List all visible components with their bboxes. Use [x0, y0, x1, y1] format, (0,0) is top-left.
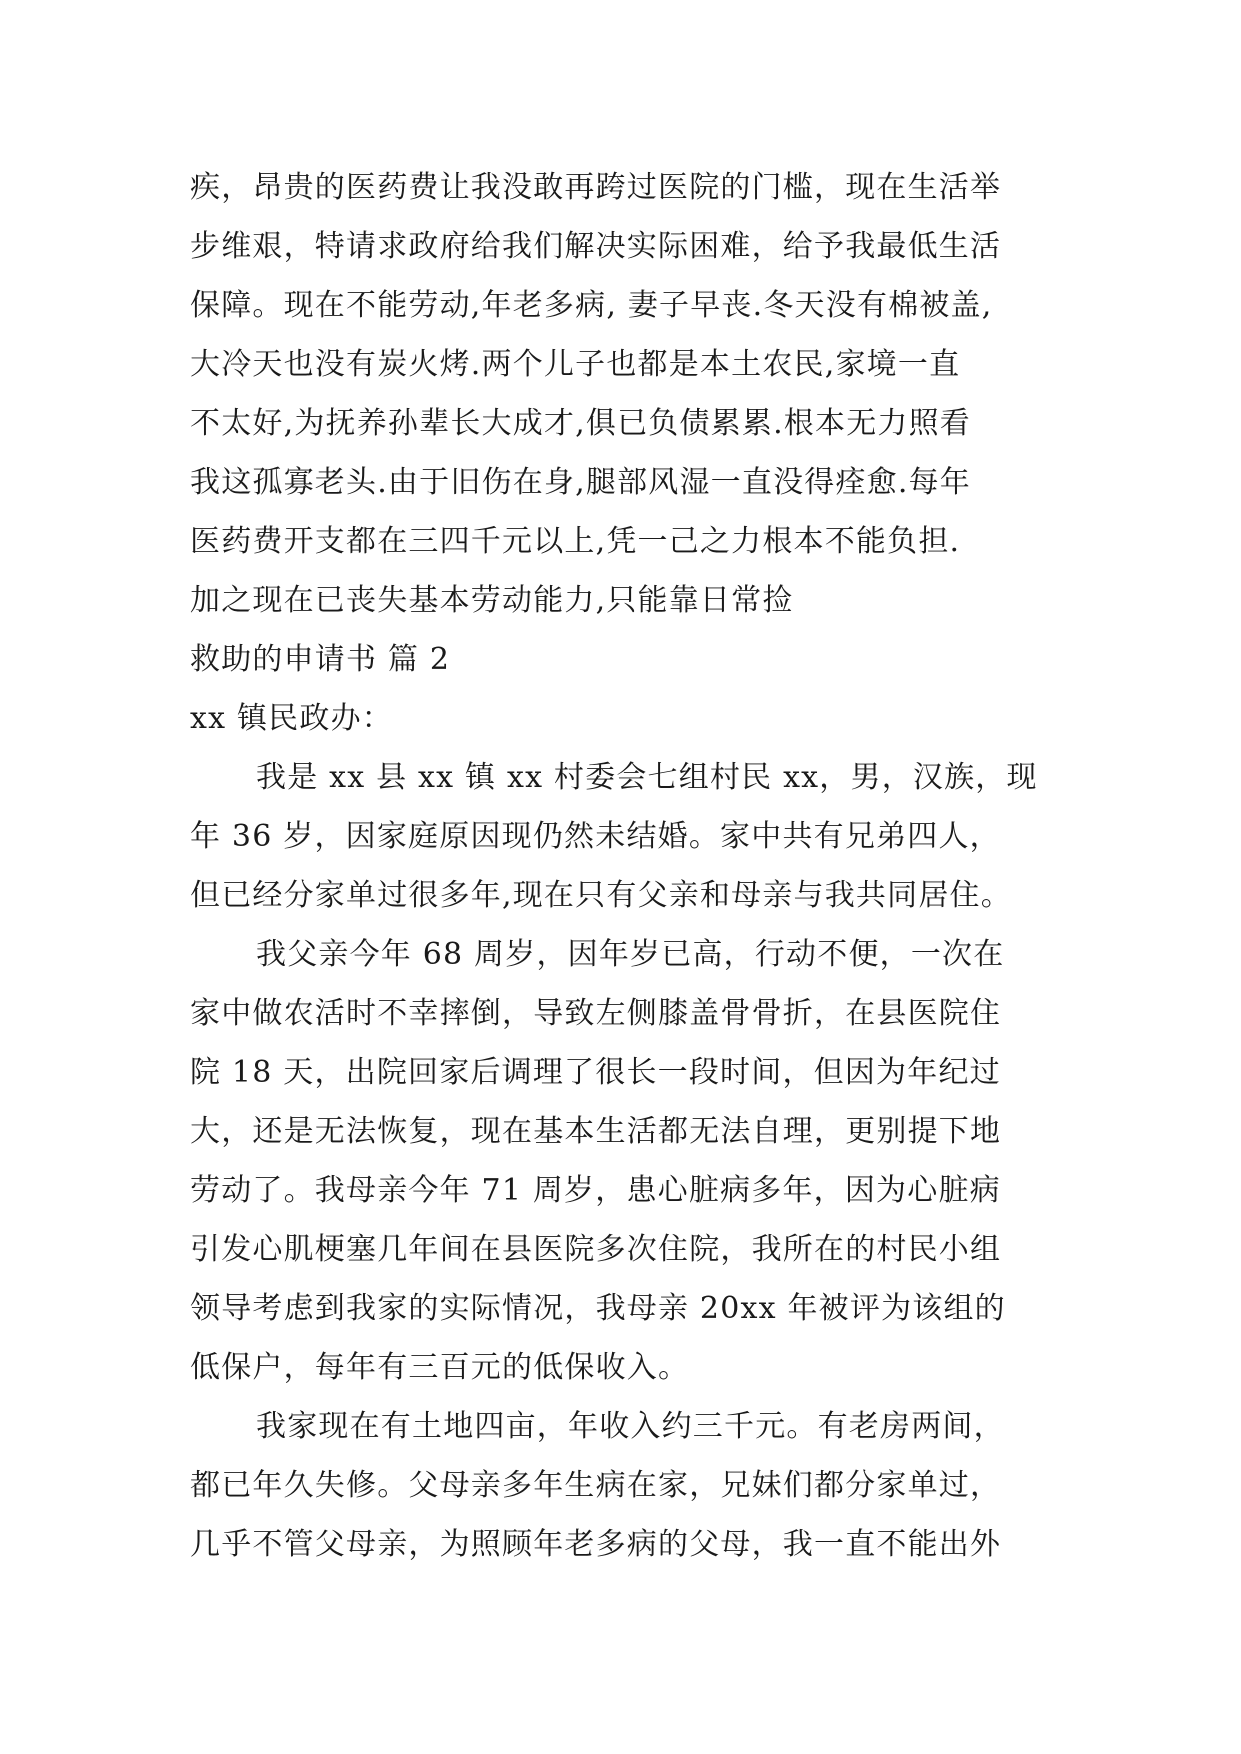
text-line: 都已年久失修。父母亲多年生病在家，兄妹们都分家单过， — [190, 1468, 1002, 1503]
text-line: 几乎不管父母亲，为照顾年老多病的父母，我一直不能出外 — [190, 1527, 1002, 1562]
text-line: 加之现在已丧失基本劳动能力,只能靠日常捡 — [190, 583, 794, 618]
text-line: 引发心肌梗塞几年间在县医院多次住院，我所在的村民小组 — [190, 1232, 1002, 1267]
text-line: 我父亲今年 68 周岁，因年岁已高，行动不便，一次在 — [256, 937, 1005, 972]
text-line: 疾，昂贵的医药费让我没敢再跨过医院的门槛，现在生活举 — [190, 170, 1002, 205]
text-line: 但已经分家单过很多年,现在只有父亲和母亲与我共同居住。 — [190, 878, 1012, 913]
text-line: 低保户，每年有三百元的低保收入。 — [190, 1350, 690, 1385]
section-heading: 救助的申请书 篇 2 — [190, 642, 451, 677]
text-line: 劳动了。我母亲今年 71 周岁，患心脏病多年，因为心脏病 — [190, 1173, 1001, 1208]
document-body — [190, 158, 1070, 1574]
text-line: 我家现在有土地四亩，年收入约三千元。有老房两间， — [256, 1409, 1005, 1444]
text-line: 院 18 天，出院回家后调理了很长一段时间，但因为年纪过 — [190, 1055, 1001, 1090]
text-line: 我是 xx 县 xx 镇 xx 村委会七组村民 xx，男，汉族，现 — [256, 760, 1038, 795]
text-line: 年 36 岁，因家庭原因现仍然未结婚。家中共有兄弟四人， — [190, 819, 1001, 854]
text-line: 医药费开支都在三四千元以上,凭一己之力根本不能负担. — [190, 524, 961, 559]
text-line: 保障。现在不能劳动,年老多病, 妻子早丧.冬天没有棉被盖, — [190, 288, 993, 323]
text-line: 我这孤寡老头.由于旧伤在身,腿部风湿一直没得痊愈.每年 — [190, 465, 972, 500]
text-line: 大冷天也没有炭火烤.两个儿子也都是本土农民,家境一直 — [190, 347, 961, 382]
salutation: xx 镇民政办： — [190, 701, 393, 736]
text-line: 不太好,为抚养孙辈长大成才,俱已负债累累.根本无力照看 — [190, 406, 972, 441]
text-line: 大，还是无法恢复，现在基本生活都无法自理，更别提下地 — [190, 1114, 1002, 1149]
text-line: 家中做农活时不幸摔倒，导致左侧膝盖骨骨折，在县医院住 — [190, 996, 1002, 1031]
text-line: 领导考虑到我家的实际情况，我母亲 20xx 年被评为该组的 — [190, 1291, 1006, 1326]
text-line: 步维艰，特请求政府给我们解决实际困难，给予我最低生活 — [190, 229, 1002, 264]
